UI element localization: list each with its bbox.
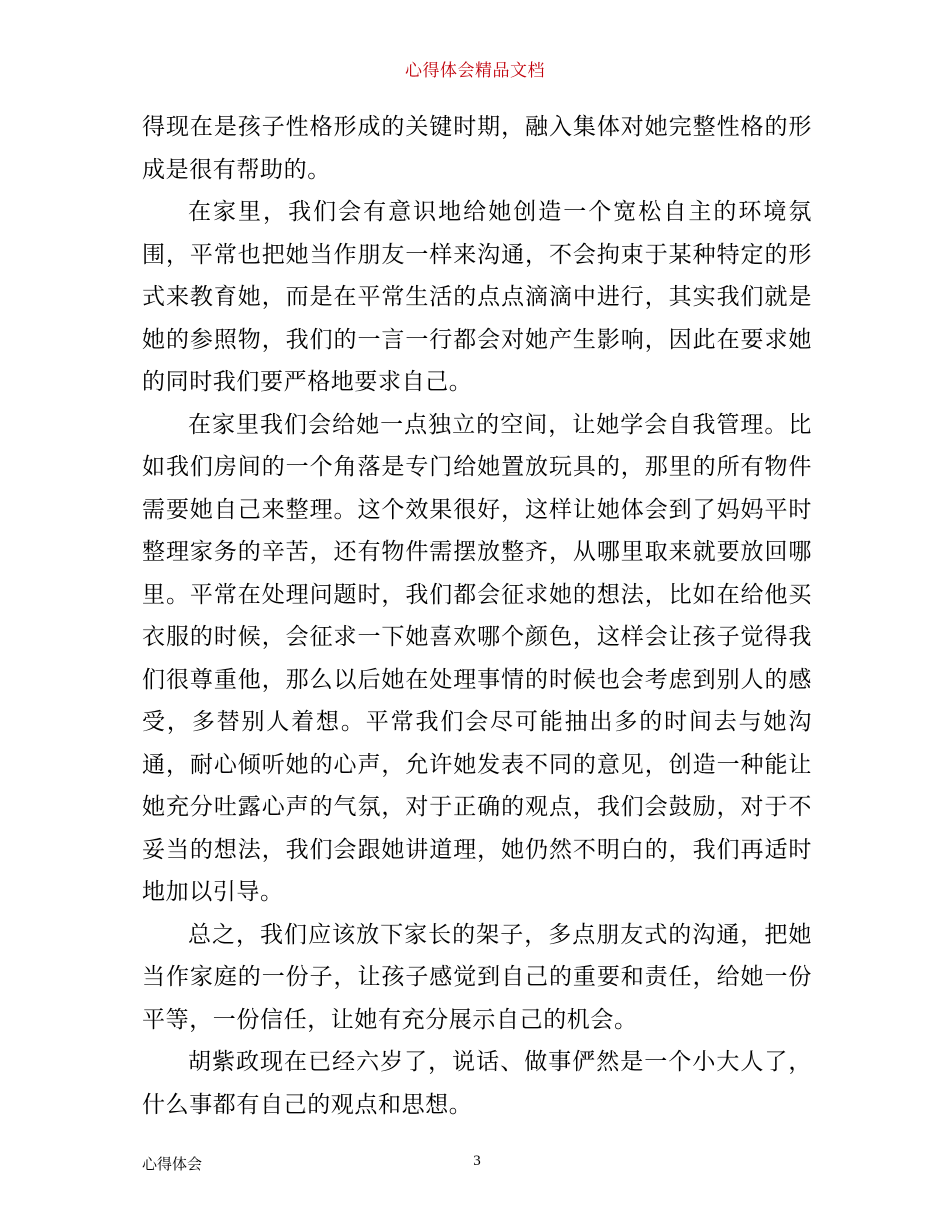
document-body — [142, 106, 812, 1126]
paragraph-home-environment: 在家里，我们会有意识地给她创造一个宽松自主的环境氛围，平常也把她当作朋友一样来沟通，不会拘束于某种特定的形式来教育她，而是在平常生活的点点滴滴中进行，其实我们就是她的参照物，我们的一言一行都会对她产生影响，因此在要求她的同时我们要严格地要求自己。 — [142, 199, 812, 395]
footer-label: 心得体会 — [142, 1155, 203, 1173]
paragraph-independent-space: 在家里我们会给她一点独立的空间，让她学会自我管理。比如我们房间的一个角落是专门给她置放玩具的，那里的所有物件需要她自己来整理。这个效果很好，这样让她体会到了妈妈平时整理家务的辛苦，还有物件需摆放整齐，从哪里取来就要放回哪里。平常在处理问题时，我们都会征求她的想法，比如在给他买衣服的时候，会征求一下她喜欢哪个颜色，这样会让孩子觉得我们很尊重他，那么以后她在处理事情的时候也会考虑到别人的感受，多替别人着想。平常我们会尽可能抽出多的时间去与她沟通，耐心倾听她的心声，允许她发表不同的意见，创造一种能让她充分吐露心声的气氛，对于正确的观点，我们会鼓励，对于不妥当的想法，我们会跟她讲道理，她仍然不明白的，我们再适时地加以引导。 — [142, 411, 812, 905]
document-header-title: 心得体会精品文档 — [405, 61, 545, 81]
paragraph-six-years-old: 胡紫政现在已经六岁了，说话、做事俨然是一个小大人了，什么事都有自己的观点和思想。 — [142, 1049, 812, 1118]
paragraph-conclusion: 总之，我们应该放下家长的架子，多点朋友式的沟通，把她当作家庭的一份子，让孩子感觉到自己的重要和责任，给她一份平等，一份信任，让她有充分展示自己的机会。 — [142, 921, 812, 1033]
page-number: 3 — [473, 1153, 481, 1169]
document-footer — [142, 1153, 812, 1173]
paragraph-continuation: 得现在是孩子性格形成的关键时期，融入集体对她完整性格的形成是很有帮助的。 — [142, 114, 812, 183]
